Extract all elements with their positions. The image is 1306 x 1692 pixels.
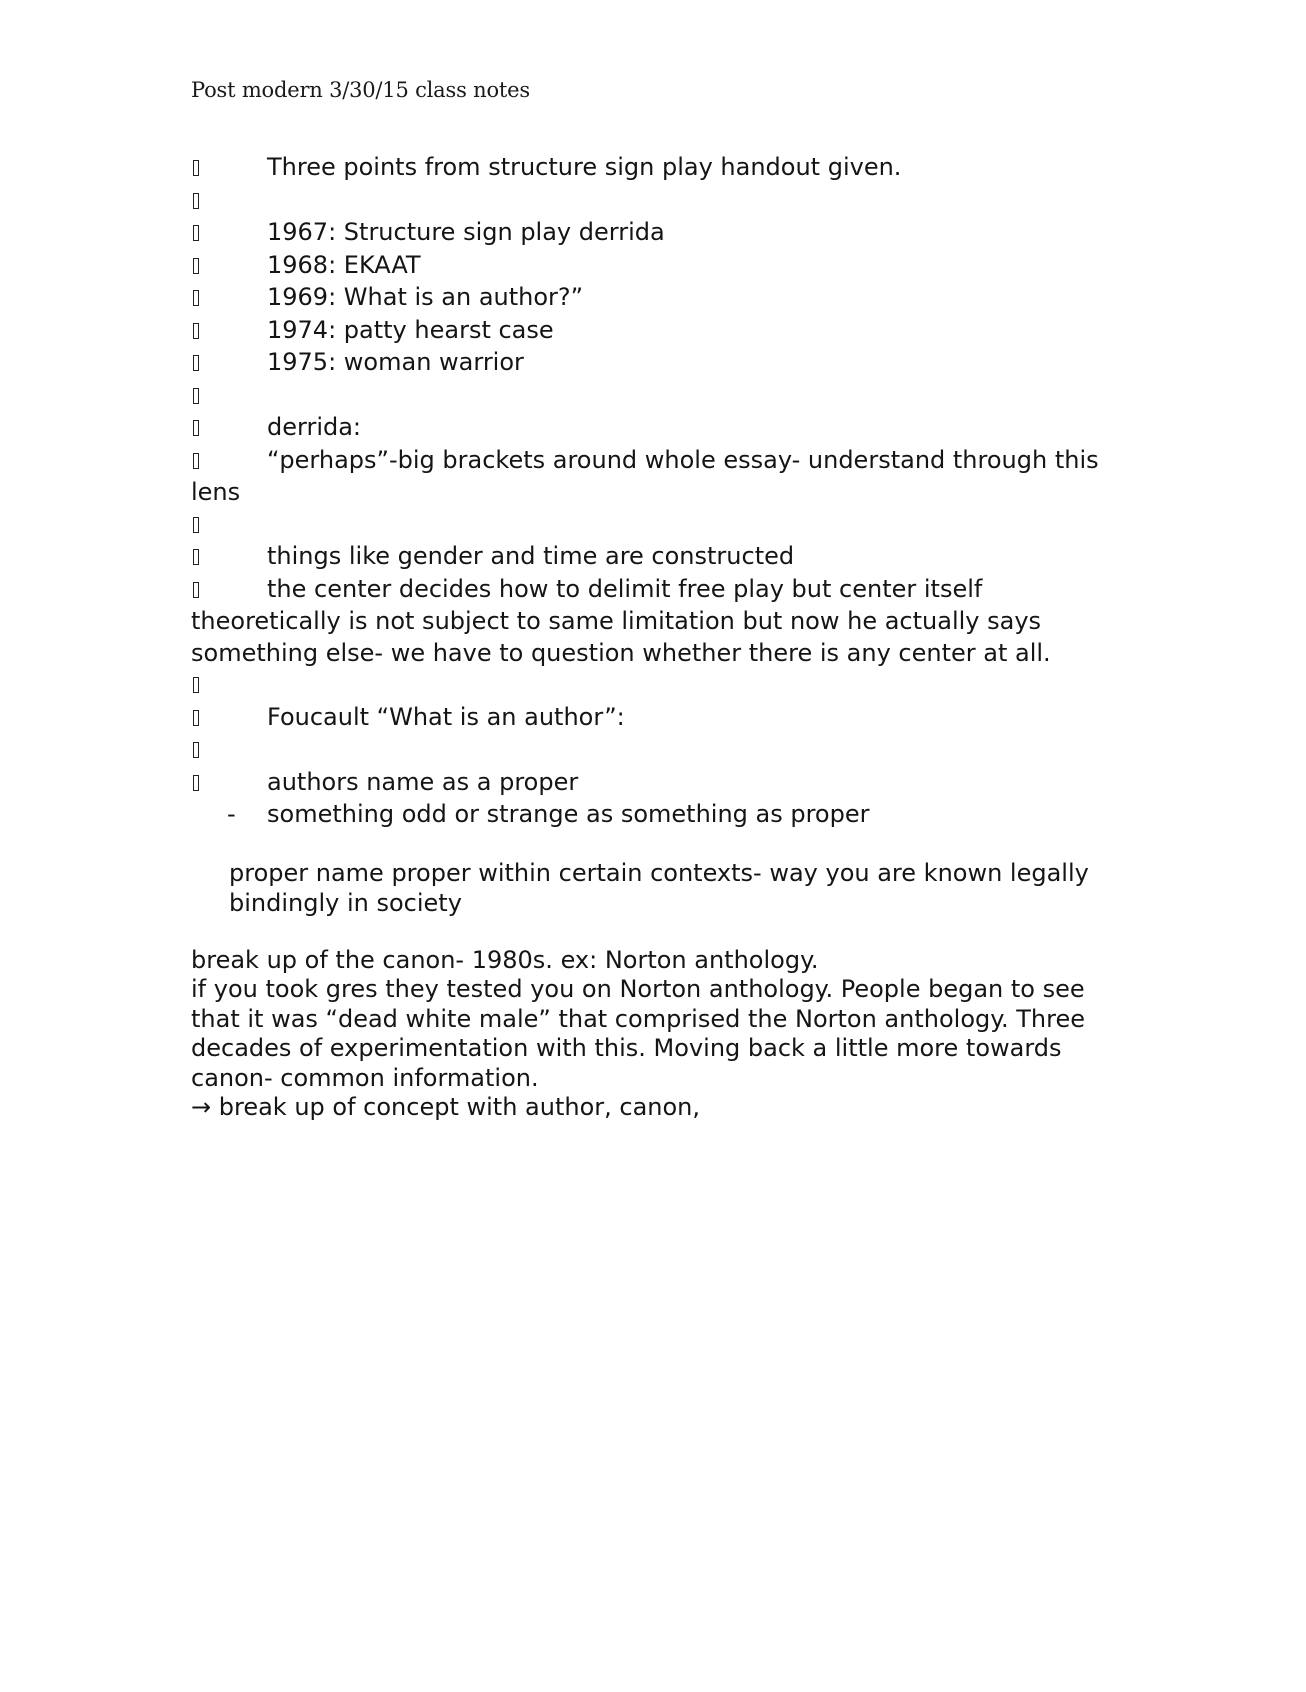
bullet-text: Three points from structure sign play handout given.	[267, 153, 902, 181]
bullet-line	[191, 250, 1121, 283]
missing-glyph-bullet-icon	[191, 185, 267, 218]
spacer	[191, 831, 1121, 858]
bullet-text: 1968: EKAAT	[267, 250, 421, 279]
paragraph: if you took gres they tested you on Norton anthology. People began to see that it was “dead white male” that comprised the Norton anthology. Three decades of experimentation with this. Moving back a little more towards canon- common information.	[191, 975, 1086, 1092]
bullet-line	[191, 380, 1121, 413]
bullet-text: 1975: woman warrior	[267, 348, 524, 376]
missing-glyph-bullet-icon	[191, 445, 267, 478]
right-arrow-icon: →	[191, 1093, 212, 1121]
paragraph: break up of the canon- 1980s. ex: Norton anthology.	[191, 945, 819, 974]
missing-glyph-bullet-icon	[191, 412, 267, 445]
missing-glyph-bullet-icon	[191, 282, 267, 315]
bullet-text: authors name as a proper	[267, 767, 579, 796]
bullet-line	[191, 152, 1121, 185]
bullet-line	[191, 541, 1121, 574]
bullet-line	[191, 185, 1121, 218]
document-title: Post modern 3/30/15 class notes	[191, 78, 530, 102]
bullet-line	[191, 315, 1121, 348]
bullet-line	[191, 445, 1121, 509]
bullet-line	[191, 412, 1121, 445]
bullet-line	[191, 669, 1121, 702]
missing-glyph-bullet-icon	[191, 509, 267, 542]
document-body	[191, 152, 1121, 1123]
missing-glyph-bullet-icon	[191, 669, 267, 702]
missing-glyph-bullet-icon	[191, 217, 267, 250]
bullet-text: Foucault “What is an author”:	[267, 702, 625, 731]
missing-glyph-bullet-icon	[191, 767, 267, 800]
missing-glyph-bullet-icon	[191, 380, 267, 413]
spacer	[191, 918, 1121, 946]
missing-glyph-bullet-icon	[191, 541, 267, 574]
arrow-line	[191, 1093, 1121, 1123]
bullet-line	[191, 734, 1121, 767]
bullet-line	[191, 282, 1121, 315]
missing-glyph-bullet-icon	[191, 315, 267, 348]
missing-glyph-bullet-icon	[191, 574, 267, 607]
arrow-line-text: break up of concept with author, canon,	[218, 1093, 701, 1121]
missing-glyph-bullet-icon	[191, 250, 267, 283]
dash-list-item	[191, 799, 1121, 831]
bullet-line	[191, 217, 1121, 250]
missing-glyph-bullet-icon	[191, 347, 267, 380]
dash-item-text: something odd or strange as something as proper	[267, 800, 870, 828]
bullet-text: things like gender and time are constructed	[267, 542, 795, 570]
bullet-text: “perhaps”-big brackets around whole essay- understand through this lens	[191, 445, 1099, 506]
bullet-text: the center decides how to delimit free play but center itself theoretically is not subject to same limitation but now he actually says something else- we have to question whether there is any center at all.	[191, 574, 1051, 667]
missing-glyph-bullet-icon	[191, 152, 267, 185]
bullet-text: 1967: Structure sign play derrida	[267, 218, 665, 246]
missing-glyph-bullet-icon	[191, 702, 267, 735]
indented-paragraph: proper name proper within certain contexts- way you are known legally bindingly in society	[229, 858, 1089, 917]
bullet-line	[191, 702, 1121, 735]
bullet-text: derrida:	[267, 413, 362, 441]
bullet-line	[191, 347, 1121, 380]
bullet-line	[191, 509, 1121, 542]
dash-marker: -	[227, 800, 236, 828]
bullet-text: 1969: What is an author?”	[267, 283, 584, 311]
bullet-line	[191, 767, 1121, 800]
bullet-text: 1974: patty hearst case	[267, 315, 554, 344]
bullet-line	[191, 574, 1121, 670]
missing-glyph-bullet-icon	[191, 734, 267, 767]
